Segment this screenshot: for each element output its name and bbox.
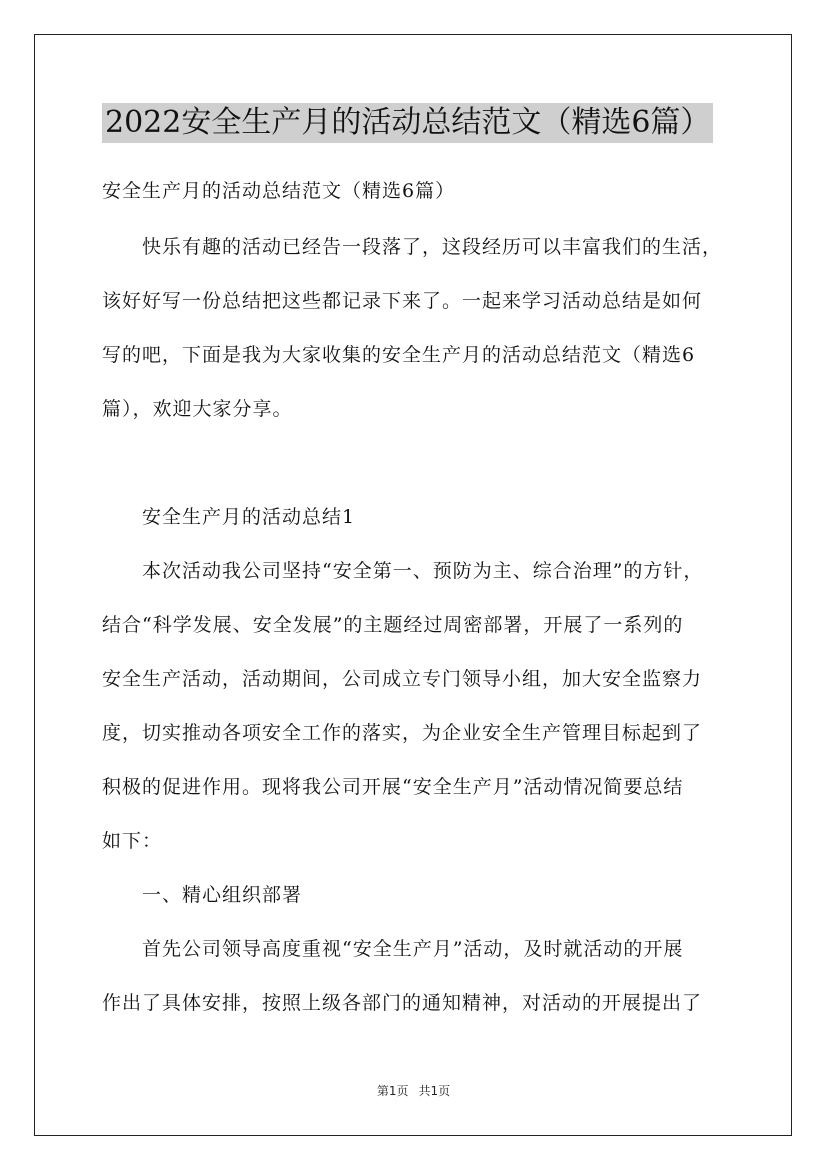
subheading: 一、精心组织部署: [142, 884, 303, 906]
section-heading: 安全生产月的活动总结1: [142, 506, 356, 528]
page-number-total: 共1页: [418, 1084, 451, 1098]
section-line-2: 结合“科学发展、安全发展”的主题经过周密部署，开展了一系列的: [102, 614, 684, 636]
intro-line-2: 该好好写一份总结把这些都记录下来了。一起来学习活动总结是如何: [102, 290, 703, 312]
page-footer: [0, 1082, 827, 1099]
document-subtitle: 安全生产月的活动总结范文（精选6篇）: [102, 180, 456, 202]
section-line-3: 安全生产活动，活动期间，公司成立专门领导小组，加大安全监察力: [102, 668, 703, 690]
sub-line-1: 首先公司领导高度重视“安全生产月”活动，及时就活动的开展: [142, 938, 684, 960]
section-line-6: 如下：: [102, 830, 163, 852]
intro-line-3: 写的吧，下面是我为大家收集的安全生产月的活动总结范文（精选6: [102, 344, 696, 366]
section-line-1: 本次活动我公司坚持“安全第一、预防为主、综合治理”的方针，: [142, 560, 704, 582]
section-line-4: 度，切实推动各项安全工作的落实，为企业安全生产管理目标起到了: [102, 722, 703, 744]
intro-line-1: 快乐有趣的活动已经告一段落了，这段经历可以丰富我们的生活，: [142, 236, 723, 258]
section-line-5: 积极的促进作用。现将我公司开展“安全生产月”活动情况简要总结: [102, 776, 684, 798]
page-number-current: 第1页: [376, 1084, 409, 1098]
intro-line-4: 篇），欢迎大家分享。: [102, 398, 293, 420]
document-title: 2022安全生产月的活动总结范文（精选6篇）: [102, 103, 713, 143]
sub-line-2: 作出了具体安排，按照上级各部门的通知精神，对活动的开展提出了: [102, 992, 703, 1014]
